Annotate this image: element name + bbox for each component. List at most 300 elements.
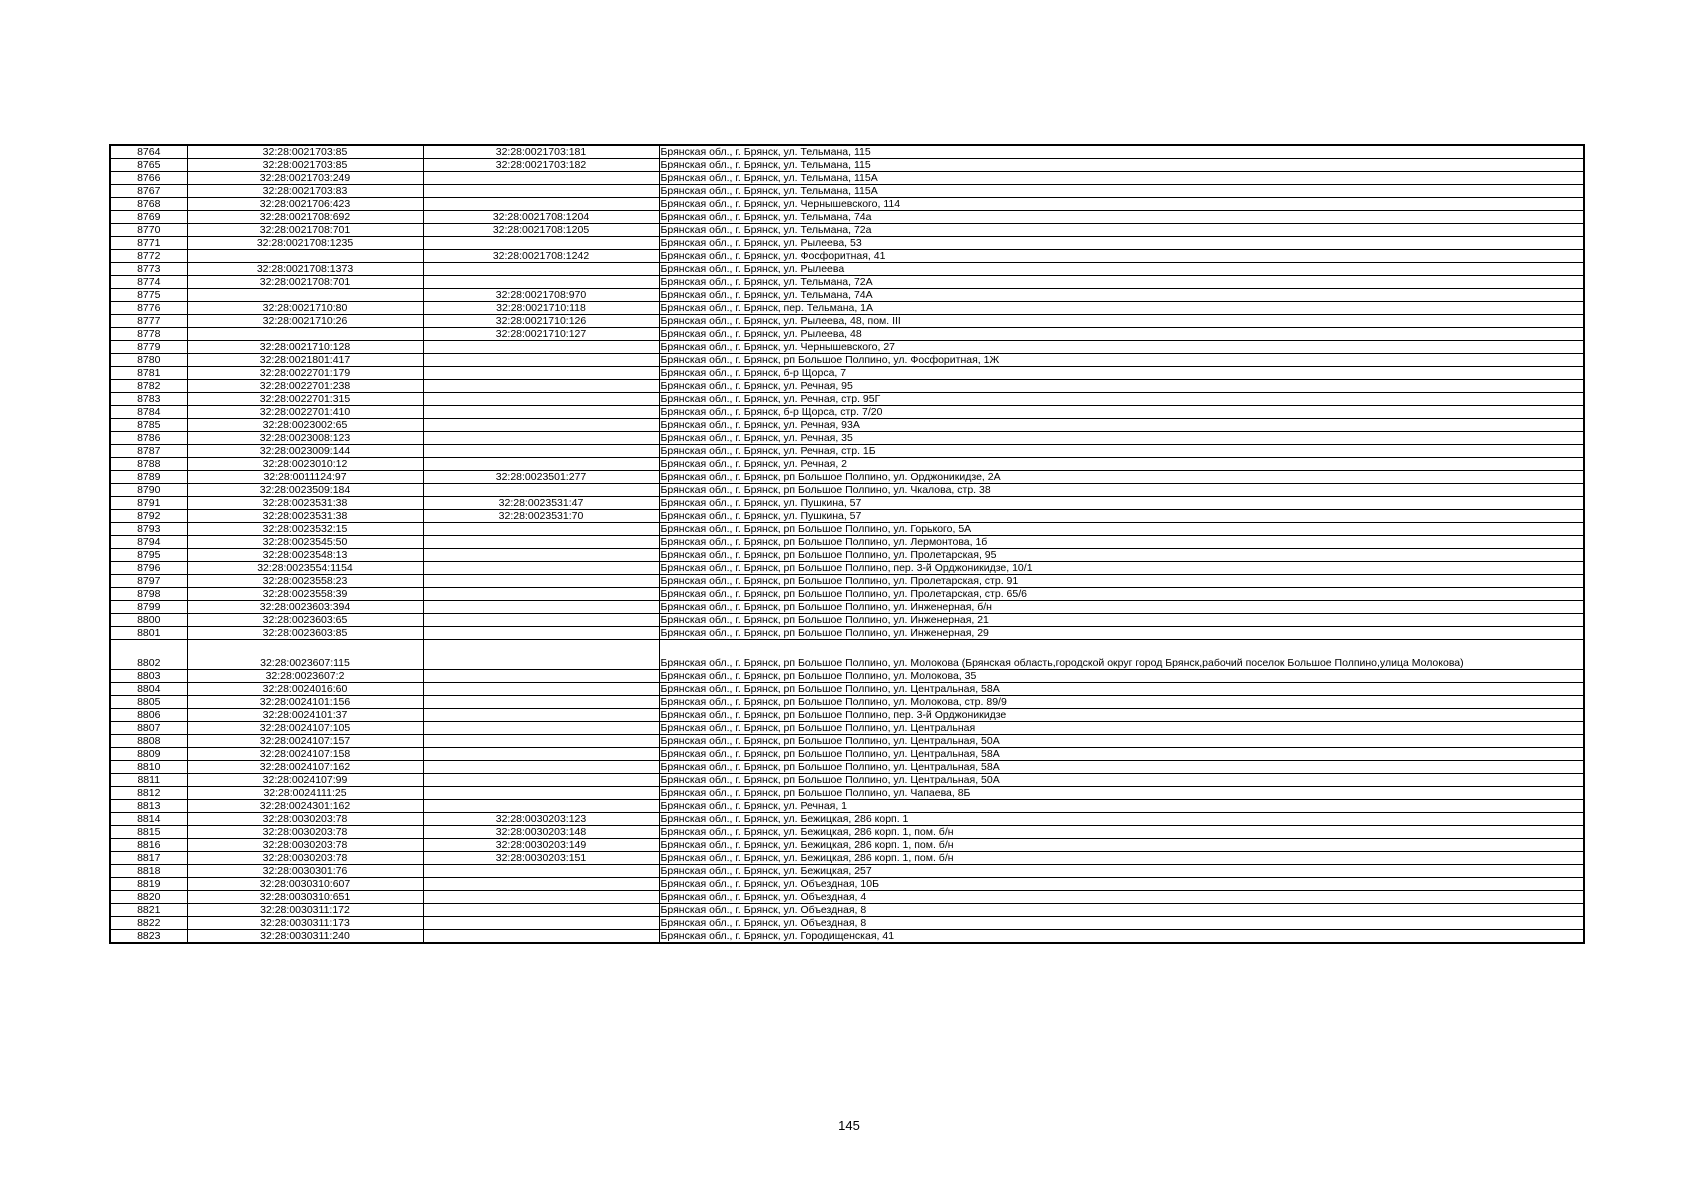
address-cell: Брянская обл., г. Брянск, ул. Рылеева (659, 263, 1584, 276)
address-cell: Брянская обл., г. Брянск, ул. Рылеева, 48, пом. III (659, 315, 1584, 328)
table-row (110, 224, 1584, 237)
table-row (110, 237, 1584, 250)
cadastral-number-cell: 32:28:0021706:423 (187, 198, 423, 211)
table-row (110, 315, 1584, 328)
address-cell: Брянская обл., г. Брянск, рп Большое Полпино, ул. Инженерная, б/н (659, 601, 1584, 614)
row-number-cell: 8803 (110, 670, 187, 683)
cadastral-number-cell: 32:28:0024101:37 (187, 709, 423, 722)
address-cell: Брянская обл., г. Брянск, ул. Объездная, 8 (659, 904, 1584, 917)
address-cell: Брянская обл., г. Брянск, рп Большое Полпино, ул. Пролетарская, стр. 65/6 (659, 588, 1584, 601)
address-cell: Брянская обл., г. Брянск, рп Большое Полпино, ул. Молокова, стр. 89/9 (659, 696, 1584, 709)
table-row (110, 904, 1584, 917)
row-number-cell: 8806 (110, 709, 187, 722)
address-cell: Брянская обл., г. Брянск, б-р Щорса, стр. 7/20 (659, 406, 1584, 419)
row-number-cell: 8807 (110, 722, 187, 735)
table-row (110, 263, 1584, 276)
table-row (110, 549, 1584, 562)
row-number-cell: 8785 (110, 419, 187, 432)
address-cell: Брянская обл., г. Брянск, рп Большое Полпино, ул. Лермонтова, 1б (659, 536, 1584, 549)
cadastral-number-cell: 32:28:0030311:173 (187, 917, 423, 930)
cadastral-number-cell: 32:28:0023531:38 (187, 497, 423, 510)
object-cadastral-number-cell (423, 709, 659, 722)
address-cell: Брянская обл., г. Брянск, ул. Тельмана, 115 (659, 159, 1584, 172)
address-cell: Брянская обл., г. Брянск, ул. Речная, стр. 95Г (659, 393, 1584, 406)
cadastral-number-cell: 32:28:0030203:78 (187, 852, 423, 865)
row-number-cell: 8788 (110, 458, 187, 471)
row-number-cell: 8800 (110, 614, 187, 627)
table-row (110, 813, 1584, 826)
address-cell: Брянская обл., г. Брянск, ул. Тельмана, 72а (659, 224, 1584, 237)
cadastral-number-cell: 32:28:0021708:701 (187, 224, 423, 237)
object-cadastral-number-cell (423, 640, 659, 670)
object-cadastral-number-cell (423, 614, 659, 627)
cadastral-number-cell (187, 328, 423, 341)
object-cadastral-number-cell (423, 393, 659, 406)
object-cadastral-number-cell: 32:28:0021708:1205 (423, 224, 659, 237)
table-row (110, 627, 1584, 640)
registry-table-body (110, 145, 1584, 943)
table-row (110, 839, 1584, 852)
cadastral-number-cell: 32:28:0021703:85 (187, 159, 423, 172)
object-cadastral-number-cell: 32:28:0023501:277 (423, 471, 659, 484)
object-cadastral-number-cell (423, 878, 659, 891)
cadastral-number-cell: 32:28:0030203:78 (187, 826, 423, 839)
cadastral-number-cell (187, 289, 423, 302)
row-number-cell: 8781 (110, 367, 187, 380)
row-number-cell: 8814 (110, 813, 187, 826)
cadastral-number-cell: 32:28:0024301:162 (187, 800, 423, 813)
row-number-cell: 8784 (110, 406, 187, 419)
cadastral-number-cell: 32:28:0023009:144 (187, 445, 423, 458)
table-row (110, 709, 1584, 722)
table-row (110, 523, 1584, 536)
address-cell: Брянская обл., г. Брянск, рп Большое Полпино, ул. Центральная, 58А (659, 761, 1584, 774)
address-cell: Брянская обл., г. Брянск, ул. Тельмана, 115А (659, 172, 1584, 185)
object-cadastral-number-cell: 32:28:0023531:47 (423, 497, 659, 510)
cadastral-number-cell: 32:28:0030301:76 (187, 865, 423, 878)
table-row (110, 562, 1584, 575)
object-cadastral-number-cell (423, 774, 659, 787)
object-cadastral-number-cell (423, 419, 659, 432)
row-number-cell: 8775 (110, 289, 187, 302)
table-row (110, 471, 1584, 484)
object-cadastral-number-cell (423, 904, 659, 917)
row-number-cell: 8802 (110, 640, 187, 670)
row-number-cell: 8821 (110, 904, 187, 917)
table-row (110, 145, 1584, 159)
address-cell: Брянская обл., г. Брянск, рп Большое Полпино, ул. Пролетарская, 95 (659, 549, 1584, 562)
object-cadastral-number-cell: 32:28:0030203:148 (423, 826, 659, 839)
row-number-cell: 8812 (110, 787, 187, 800)
cadastral-number-cell: 32:28:0024016:60 (187, 683, 423, 696)
object-cadastral-number-cell: 32:28:0021708:1204 (423, 211, 659, 224)
address-cell: Брянская обл., г. Брянск, рп Большое Полпино, ул. Инженерная, 29 (659, 627, 1584, 640)
row-number-cell: 8782 (110, 380, 187, 393)
row-number-cell: 8777 (110, 315, 187, 328)
table-row (110, 289, 1584, 302)
table-row (110, 536, 1584, 549)
cadastral-number-cell: 32:28:0023002:65 (187, 419, 423, 432)
address-cell: Брянская обл., г. Брянск, пер. Тельмана, 1А (659, 302, 1584, 315)
object-cadastral-number-cell: 32:28:0021703:181 (423, 145, 659, 159)
address-cell: Брянская обл., г. Брянск, ул. Тельмана, 74а (659, 211, 1584, 224)
row-number-cell: 8811 (110, 774, 187, 787)
object-cadastral-number-cell: 32:28:0030203:151 (423, 852, 659, 865)
row-number-cell: 8818 (110, 865, 187, 878)
address-cell: Брянская обл., г. Брянск, ул. Объездная, 8 (659, 917, 1584, 930)
table-row (110, 172, 1584, 185)
row-number-cell: 8774 (110, 276, 187, 289)
object-cadastral-number-cell (423, 549, 659, 562)
cadastral-number-cell: 32:28:0021703:249 (187, 172, 423, 185)
address-cell: Брянская обл., г. Брянск, рп Большое Полпино, ул. Орджоникидзе, 2А (659, 471, 1584, 484)
cadastral-number-cell: 32:28:0021703:83 (187, 185, 423, 198)
cadastral-number-cell: 32:28:0023545:50 (187, 536, 423, 549)
row-number-cell: 8768 (110, 198, 187, 211)
object-cadastral-number-cell (423, 696, 659, 709)
cadastral-number-cell: 32:28:0023010:12 (187, 458, 423, 471)
object-cadastral-number-cell (423, 748, 659, 761)
address-cell: Брянская обл., г. Брянск, б-р Щорса, 7 (659, 367, 1584, 380)
address-cell: Брянская обл., г. Брянск, рп Большое Полпино, ул. Пролетарская, стр. 91 (659, 575, 1584, 588)
cadastral-number-cell: 32:28:0024111:25 (187, 787, 423, 800)
table-row (110, 722, 1584, 735)
address-cell: Брянская обл., г. Брянск, рп Большое Полпино, ул. Центральная, 58А (659, 748, 1584, 761)
row-number-cell: 8780 (110, 354, 187, 367)
cadastral-number-cell: 32:28:0024101:156 (187, 696, 423, 709)
table-row (110, 670, 1584, 683)
cadastral-number-cell: 32:28:0022701:179 (187, 367, 423, 380)
row-number-cell: 8779 (110, 341, 187, 354)
cadastral-number-cell: 32:28:0023531:38 (187, 510, 423, 523)
object-cadastral-number-cell: 32:28:0021710:127 (423, 328, 659, 341)
object-cadastral-number-cell: 32:28:0030203:123 (423, 813, 659, 826)
row-number-cell: 8786 (110, 432, 187, 445)
object-cadastral-number-cell: 32:28:0023531:70 (423, 510, 659, 523)
table-row (110, 878, 1584, 891)
row-number-cell: 8766 (110, 172, 187, 185)
address-cell: Брянская обл., г. Брянск, ул. Речная, 95 (659, 380, 1584, 393)
object-cadastral-number-cell (423, 800, 659, 813)
table-row (110, 852, 1584, 865)
table-row (110, 865, 1584, 878)
object-cadastral-number-cell (423, 683, 659, 696)
row-number-cell: 8773 (110, 263, 187, 276)
address-cell: Брянская обл., г. Брянск, рп Большое Полпино, ул. Центральная (659, 722, 1584, 735)
row-number-cell: 8815 (110, 826, 187, 839)
row-number-cell: 8798 (110, 588, 187, 601)
table-row (110, 432, 1584, 445)
cadastral-number-cell: 32:28:0030311:172 (187, 904, 423, 917)
table-row (110, 735, 1584, 748)
table-row (110, 930, 1584, 944)
object-cadastral-number-cell (423, 523, 659, 536)
row-number-cell: 8797 (110, 575, 187, 588)
address-cell: Брянская обл., г. Брянск, рп Большое Полпино, пер. 3-й Орджоникидзе (659, 709, 1584, 722)
cadastral-number-cell: 32:28:0023008:123 (187, 432, 423, 445)
registry-table (109, 144, 1585, 944)
table-row (110, 891, 1584, 904)
cadastral-number-cell: 32:28:0030311:240 (187, 930, 423, 944)
object-cadastral-number-cell (423, 761, 659, 774)
address-cell: Брянская обл., г. Брянск, ул. Речная, 93А (659, 419, 1584, 432)
cadastral-number-cell: 32:28:0023509:184 (187, 484, 423, 497)
cadastral-number-cell: 32:28:0021708:692 (187, 211, 423, 224)
cadastral-number-cell: 32:28:0023532:15 (187, 523, 423, 536)
row-number-cell: 8804 (110, 683, 187, 696)
row-number-cell: 8822 (110, 917, 187, 930)
object-cadastral-number-cell (423, 917, 659, 930)
table-row (110, 341, 1584, 354)
row-number-cell: 8778 (110, 328, 187, 341)
table-row (110, 696, 1584, 709)
address-cell: Брянская обл., г. Брянск, ул. Речная, 2 (659, 458, 1584, 471)
object-cadastral-number-cell (423, 406, 659, 419)
row-number-cell: 8765 (110, 159, 187, 172)
cadastral-number-cell: 32:28:0023603:85 (187, 627, 423, 640)
row-number-cell: 8793 (110, 523, 187, 536)
cadastral-number-cell: 32:28:0023603:65 (187, 614, 423, 627)
cadastral-number-cell: 32:28:0024107:105 (187, 722, 423, 735)
address-cell: Брянская обл., г. Брянск, ул. Тельмана, 74А (659, 289, 1584, 302)
address-cell: Брянская обл., г. Брянск, ул. Рылеева, 53 (659, 237, 1584, 250)
cadastral-number-cell: 32:28:0023558:39 (187, 588, 423, 601)
object-cadastral-number-cell (423, 341, 659, 354)
object-cadastral-number-cell (423, 367, 659, 380)
address-cell: Брянская обл., г. Брянск, рп Большое Полпино, ул. Чкалова, стр. 38 (659, 484, 1584, 497)
address-cell: Брянская обл., г. Брянск, ул. Пушкина, 57 (659, 510, 1584, 523)
address-cell: Брянская обл., г. Брянск, ул. Рылеева, 48 (659, 328, 1584, 341)
table-row (110, 761, 1584, 774)
cadastral-number-cell: 32:28:0023607:115 (187, 640, 423, 670)
table-row (110, 800, 1584, 813)
row-number-cell: 8795 (110, 549, 187, 562)
address-cell: Брянская обл., г. Брянск, ул. Чернышевского, 114 (659, 198, 1584, 211)
table-row (110, 159, 1584, 172)
table-row (110, 484, 1584, 497)
row-number-cell: 8787 (110, 445, 187, 458)
object-cadastral-number-cell (423, 172, 659, 185)
object-cadastral-number-cell (423, 536, 659, 549)
table-row (110, 445, 1584, 458)
address-cell: Брянская обл., г. Брянск, ул. Речная, 1 (659, 800, 1584, 813)
cadastral-number-cell: 32:28:0024107:157 (187, 735, 423, 748)
object-cadastral-number-cell (423, 735, 659, 748)
table-row (110, 601, 1584, 614)
cadastral-number-cell: 32:28:0021801:417 (187, 354, 423, 367)
address-cell: Брянская обл., г. Брянск, рп Большое Полпино, ул. Чапаева, 8Б (659, 787, 1584, 800)
table-row (110, 458, 1584, 471)
table-row (110, 640, 1584, 670)
row-number-cell: 8799 (110, 601, 187, 614)
object-cadastral-number-cell (423, 562, 659, 575)
cadastral-number-cell: 32:28:0021710:80 (187, 302, 423, 315)
cadastral-number-cell: 32:28:0022701:410 (187, 406, 423, 419)
row-number-cell: 8816 (110, 839, 187, 852)
cadastral-number-cell: 32:28:0024107:158 (187, 748, 423, 761)
table-row (110, 683, 1584, 696)
object-cadastral-number-cell: 32:28:0021708:970 (423, 289, 659, 302)
object-cadastral-number-cell (423, 445, 659, 458)
row-number-cell: 8810 (110, 761, 187, 774)
row-number-cell: 8820 (110, 891, 187, 904)
cadastral-number-cell: 32:28:0024107:162 (187, 761, 423, 774)
address-cell: Брянская обл., г. Брянск, ул. Бежицкая, 286 корп. 1, пом. б/н (659, 839, 1584, 852)
address-cell: Брянская обл., г. Брянск, ул. Бежицкая, 286 корп. 1, пом. б/н (659, 852, 1584, 865)
table-row (110, 774, 1584, 787)
object-cadastral-number-cell (423, 575, 659, 588)
row-number-cell: 8770 (110, 224, 187, 237)
address-cell: Брянская обл., г. Брянск, рп Большое Полпино, ул. Молокова, 35 (659, 670, 1584, 683)
row-number-cell: 8809 (110, 748, 187, 761)
row-number-cell: 8813 (110, 800, 187, 813)
row-number-cell: 8771 (110, 237, 187, 250)
address-cell: Брянская обл., г. Брянск, ул. Бежицкая, 286 корп. 1 (659, 813, 1584, 826)
table-row (110, 380, 1584, 393)
object-cadastral-number-cell (423, 891, 659, 904)
address-cell: Брянская обл., г. Брянск, ул. Чернышевского, 27 (659, 341, 1584, 354)
address-cell: Брянская обл., г. Брянск, рп Большое Полпино, ул. Центральная, 50А (659, 774, 1584, 787)
cadastral-number-cell: 32:28:0023607:2 (187, 670, 423, 683)
address-cell: Брянская обл., г. Брянск, рп Большое Полпино, ул. Центральная, 58А (659, 683, 1584, 696)
address-cell: Брянская обл., г. Брянск, рп Большое Полпино, ул. Молокова (Брянская область,городской округ город Брянск,рабочий поселок Большое Полпино,улица Молокова) (659, 640, 1584, 670)
table-row (110, 588, 1584, 601)
table-row (110, 497, 1584, 510)
table-row (110, 185, 1584, 198)
table-row (110, 198, 1584, 211)
address-cell: Брянская обл., г. Брянск, ул. Речная, 35 (659, 432, 1584, 445)
address-cell: Брянская обл., г. Брянск, ул. Бежицкая, 286 корп. 1, пом. б/н (659, 826, 1584, 839)
object-cadastral-number-cell (423, 787, 659, 800)
address-cell: Брянская обл., г. Брянск, рп Большое Полпино, пер. 3-й Орджоникидзе, 10/1 (659, 562, 1584, 575)
object-cadastral-number-cell (423, 484, 659, 497)
cadastral-number-cell: 32:28:0021710:26 (187, 315, 423, 328)
cadastral-number-cell: 32:28:0030310:607 (187, 878, 423, 891)
row-number-cell: 8767 (110, 185, 187, 198)
table-row (110, 510, 1584, 523)
address-cell: Брянская обл., г. Брянск, ул. Тельмана, 115А (659, 185, 1584, 198)
cadastral-number-cell: 32:28:0030203:78 (187, 839, 423, 852)
cadastral-number-cell (187, 250, 423, 263)
table-row (110, 276, 1584, 289)
row-number-cell: 8772 (110, 250, 187, 263)
object-cadastral-number-cell: 32:28:0021710:126 (423, 315, 659, 328)
table-row (110, 787, 1584, 800)
row-number-cell: 8790 (110, 484, 187, 497)
object-cadastral-number-cell (423, 237, 659, 250)
table-row (110, 748, 1584, 761)
cadastral-number-cell: 32:28:0030203:78 (187, 813, 423, 826)
object-cadastral-number-cell (423, 588, 659, 601)
cadastral-number-cell: 32:28:0022701:315 (187, 393, 423, 406)
table-row (110, 826, 1584, 839)
row-number-cell: 8819 (110, 878, 187, 891)
row-number-cell: 8808 (110, 735, 187, 748)
address-cell: Брянская обл., г. Брянск, рп Большое Полпино, ул. Фосфоритная, 1Ж (659, 354, 1584, 367)
table-row (110, 406, 1584, 419)
object-cadastral-number-cell: 32:28:0021710:118 (423, 302, 659, 315)
table-row (110, 419, 1584, 432)
table-row (110, 211, 1584, 224)
object-cadastral-number-cell (423, 380, 659, 393)
address-cell: Брянская обл., г. Брянск, рп Большое Полпино, ул. Горького, 5А (659, 523, 1584, 536)
table-row (110, 328, 1584, 341)
address-cell: Брянская обл., г. Брянск, ул. Объездная, 10Б (659, 878, 1584, 891)
table-row (110, 575, 1584, 588)
object-cadastral-number-cell (423, 263, 659, 276)
address-cell: Брянская обл., г. Брянск, ул. Тельмана, 115 (659, 145, 1584, 159)
address-cell: Брянская обл., г. Брянск, рп Большое Полпино, ул. Центральная, 50А (659, 735, 1584, 748)
row-number-cell: 8764 (110, 145, 187, 159)
row-number-cell: 8796 (110, 562, 187, 575)
address-cell: Брянская обл., г. Брянск, ул. Пушкина, 57 (659, 497, 1584, 510)
address-cell: Брянская обл., г. Брянск, ул. Фосфоритная, 41 (659, 250, 1584, 263)
cadastral-number-cell: 32:28:0021703:85 (187, 145, 423, 159)
object-cadastral-number-cell (423, 185, 659, 198)
cadastral-number-cell: 32:28:0021710:128 (187, 341, 423, 354)
row-number-cell: 8823 (110, 930, 187, 944)
row-number-cell: 8794 (110, 536, 187, 549)
table-row (110, 614, 1584, 627)
address-cell: Брянская обл., г. Брянск, ул. Речная, стр. 1Б (659, 445, 1584, 458)
table-row (110, 354, 1584, 367)
cadastral-number-cell: 32:28:0030310:651 (187, 891, 423, 904)
cadastral-number-cell: 32:28:0022701:238 (187, 380, 423, 393)
table-row (110, 250, 1584, 263)
cadastral-number-cell: 32:28:0011124:97 (187, 471, 423, 484)
cadastral-number-cell: 32:28:0021708:1373 (187, 263, 423, 276)
object-cadastral-number-cell: 32:28:0030203:149 (423, 839, 659, 852)
object-cadastral-number-cell: 32:28:0021708:1242 (423, 250, 659, 263)
row-number-cell: 8783 (110, 393, 187, 406)
object-cadastral-number-cell (423, 354, 659, 367)
cadastral-number-cell: 32:28:0021708:1235 (187, 237, 423, 250)
cadastral-number-cell: 32:28:0021708:701 (187, 276, 423, 289)
table-row (110, 393, 1584, 406)
row-number-cell: 8791 (110, 497, 187, 510)
row-number-cell: 8776 (110, 302, 187, 315)
row-number-cell: 8789 (110, 471, 187, 484)
row-number-cell: 8792 (110, 510, 187, 523)
row-number-cell: 8805 (110, 696, 187, 709)
object-cadastral-number-cell (423, 627, 659, 640)
table-row (110, 367, 1584, 380)
object-cadastral-number-cell (423, 865, 659, 878)
address-cell: Брянская обл., г. Брянск, рп Большое Полпино, ул. Инженерная, 21 (659, 614, 1584, 627)
address-cell: Брянская обл., г. Брянск, ул. Бежицкая, 257 (659, 865, 1584, 878)
row-number-cell: 8801 (110, 627, 187, 640)
table-row (110, 917, 1584, 930)
object-cadastral-number-cell (423, 458, 659, 471)
object-cadastral-number-cell (423, 276, 659, 289)
object-cadastral-number-cell (423, 670, 659, 683)
cadastral-number-cell: 32:28:0023554:1154 (187, 562, 423, 575)
row-number-cell: 8769 (110, 211, 187, 224)
row-number-cell: 8817 (110, 852, 187, 865)
cadastral-number-cell: 32:28:0023558:23 (187, 575, 423, 588)
cadastral-number-cell: 32:28:0023603:394 (187, 601, 423, 614)
address-cell: Брянская обл., г. Брянск, ул. Объездная, 4 (659, 891, 1584, 904)
address-cell: Брянская обл., г. Брянск, ул. Тельмана, 72А (659, 276, 1584, 289)
object-cadastral-number-cell (423, 601, 659, 614)
cadastral-number-cell: 32:28:0023548:13 (187, 549, 423, 562)
address-cell: Брянская обл., г. Брянск, ул. Городищенская, 41 (659, 930, 1584, 944)
object-cadastral-number-cell (423, 722, 659, 735)
object-cadastral-number-cell (423, 432, 659, 445)
object-cadastral-number-cell (423, 198, 659, 211)
table-row (110, 302, 1584, 315)
object-cadastral-number-cell (423, 930, 659, 944)
